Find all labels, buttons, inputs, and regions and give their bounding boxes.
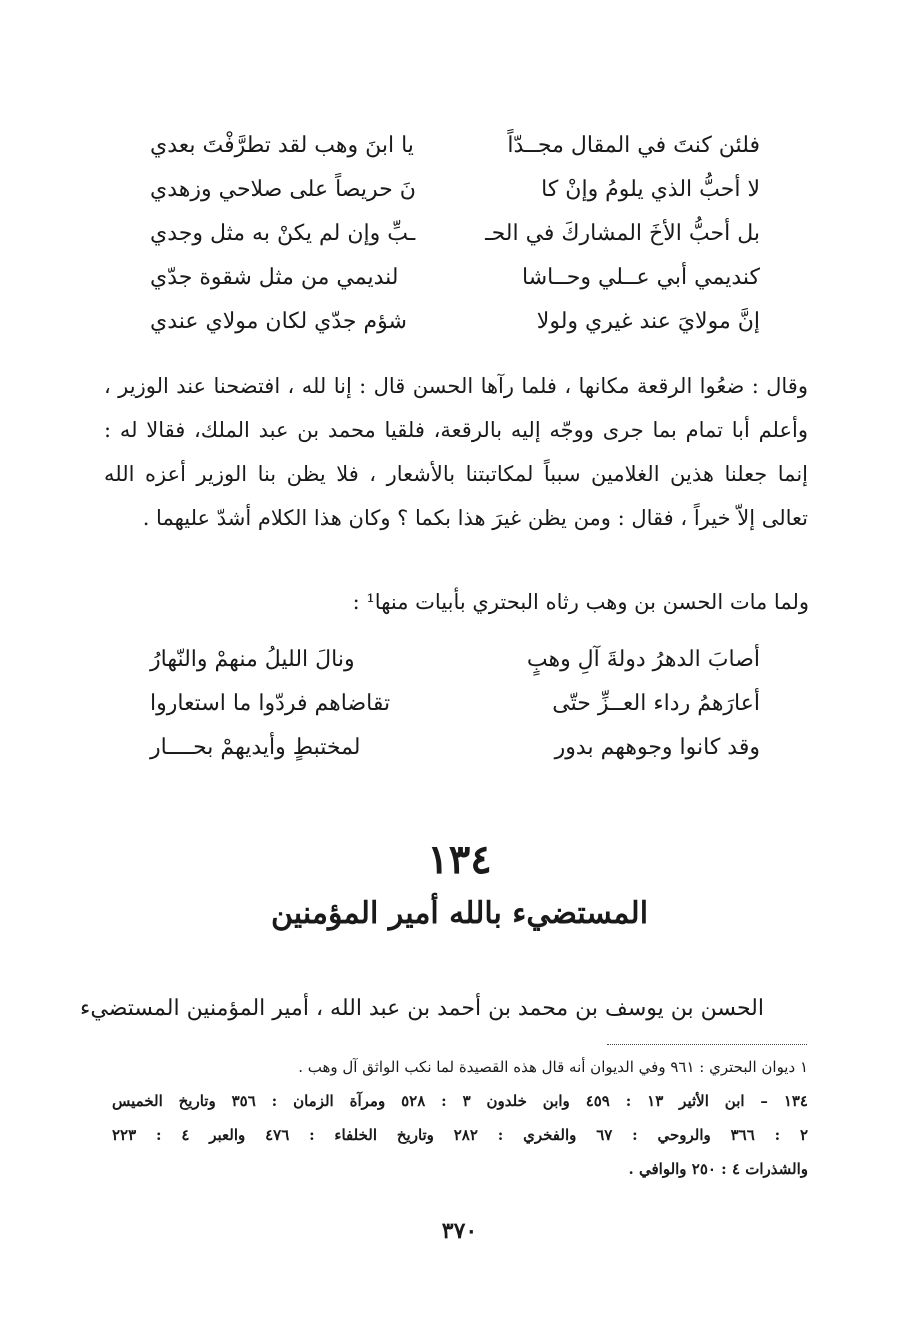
biography-number: ١٣٤ xyxy=(427,836,492,883)
verse-second-hemistich: ونالَ الليلُ منهمْ والنّهارُ xyxy=(150,647,355,672)
verse-first-hemistich: لا أحبُّ الذي يلومُ وإنْ كا xyxy=(541,177,760,202)
verse-line xyxy=(150,256,760,300)
footnote-134-line-3: والشذرات ٤ : ٢٥٠ والوافي . xyxy=(628,1160,808,1178)
verse-line xyxy=(150,682,760,726)
verse-first-hemistich: فلئن كنتَ في المقال مجــدّاً xyxy=(507,133,760,158)
poem-block-1 xyxy=(150,124,760,344)
prose-text: وقال : ضعُوا الرقعة مكانها ، فلما رآها الحسن قال : إنا لله ، افتضحنا عند الوزير ، وأعلم أبا تمام بما جرى ووجّه إليه بالرقعة، فلقيا محمد بن عبد الملك، فقالا له : إنما جعلنا هذين الغلامين سبباً لمكاتبتنا بالأشعار ، فلا يظن بنا الوزير أعزه الله تعالى إلاّ خيراً ، فقال : ومن يظن غيرَ هذا بكما ؟ وكان هذا الكلام أشدّ عليهما . xyxy=(104,374,808,530)
verse-first-hemistich: أصابَ الدهرُ دولةَ آلِ وهبٍ xyxy=(526,647,760,672)
biography-title: المستضيء بالله أمير المؤمنين xyxy=(270,896,649,931)
verse-second-hemistich: شؤم جدّي لكان مولاي عندي xyxy=(150,309,407,334)
footnote-1: ١ ديوان البحتري : ٩٦١ وفي الديوان أنه قال هذه القصيدة لما نكب الواثق آل وهب . xyxy=(298,1058,808,1076)
verse-first-hemistich: بل أحبُّ الأخَ المشاركَ في الحـ xyxy=(485,221,760,246)
verse-first-hemistich: وقد كانوا وجوههم بدور xyxy=(554,735,760,760)
verse-second-hemistich: لنديمي من مثل شقوة جدّي xyxy=(150,265,399,290)
biography-opening-line: الحسن بن يوسف بن محمد بن أحمد بن عبد الله ، أمير المؤمنين المستضيء xyxy=(80,996,764,1021)
elegy-intro: ولما مات الحسن بن وهب رثاه البحتري بأبيات منها¹ : xyxy=(352,590,809,614)
poem-block-2 xyxy=(150,638,760,770)
verse-line xyxy=(150,124,760,168)
verse-line xyxy=(150,638,760,682)
verse-line xyxy=(150,212,760,256)
footnote-134-line-2: ٢ : ٣٦٦ والروحي : ٦٧ والفخري : ٢٨٢ وتاريخ الخلفاء : ٤٧٦ والعبر ٤ : ٢٢٣ xyxy=(112,1126,809,1144)
verse-line xyxy=(150,300,760,344)
verse-first-hemistich: كنديمي أبي عــلي وحــاشا xyxy=(522,265,760,290)
verse-second-hemistich: يا ابنَ وهب لقد تطرَّفْتَ بعدي xyxy=(150,133,414,158)
verse-line xyxy=(150,168,760,212)
page-number: ٣٧٠ xyxy=(441,1218,478,1244)
footnote-separator xyxy=(607,1044,807,1045)
verse-second-hemistich: تقاضاهم فردّوا ما استعاروا xyxy=(150,691,391,716)
verse-second-hemistich: لمختبطٍ وأيديهمْ بحــــار xyxy=(150,735,361,760)
verse-second-hemistich: نَ حريصاً على صلاحي وزهدي xyxy=(150,177,416,202)
verse-first-hemistich: إنَّ مولايَ عند غيري ولولا xyxy=(536,309,760,334)
verse-first-hemistich: أعارَهمُ رداء العــزِّ حتّى xyxy=(552,691,760,716)
verse-second-hemistich: ـبِّ وإن لم يكنْ به مثل وجدي xyxy=(150,221,416,246)
footnotes xyxy=(112,1050,808,1186)
footnote-134-line-1: ١٣٤ – ابن الأثير ١٣ : ٤٥٩ وابن خلدون ٣ : ٥٢٨ ومرآة الزمان : ٣٥٦ وتاريخ الخميس xyxy=(112,1092,808,1110)
verse-line xyxy=(150,726,760,770)
prose-paragraph xyxy=(104,364,808,540)
